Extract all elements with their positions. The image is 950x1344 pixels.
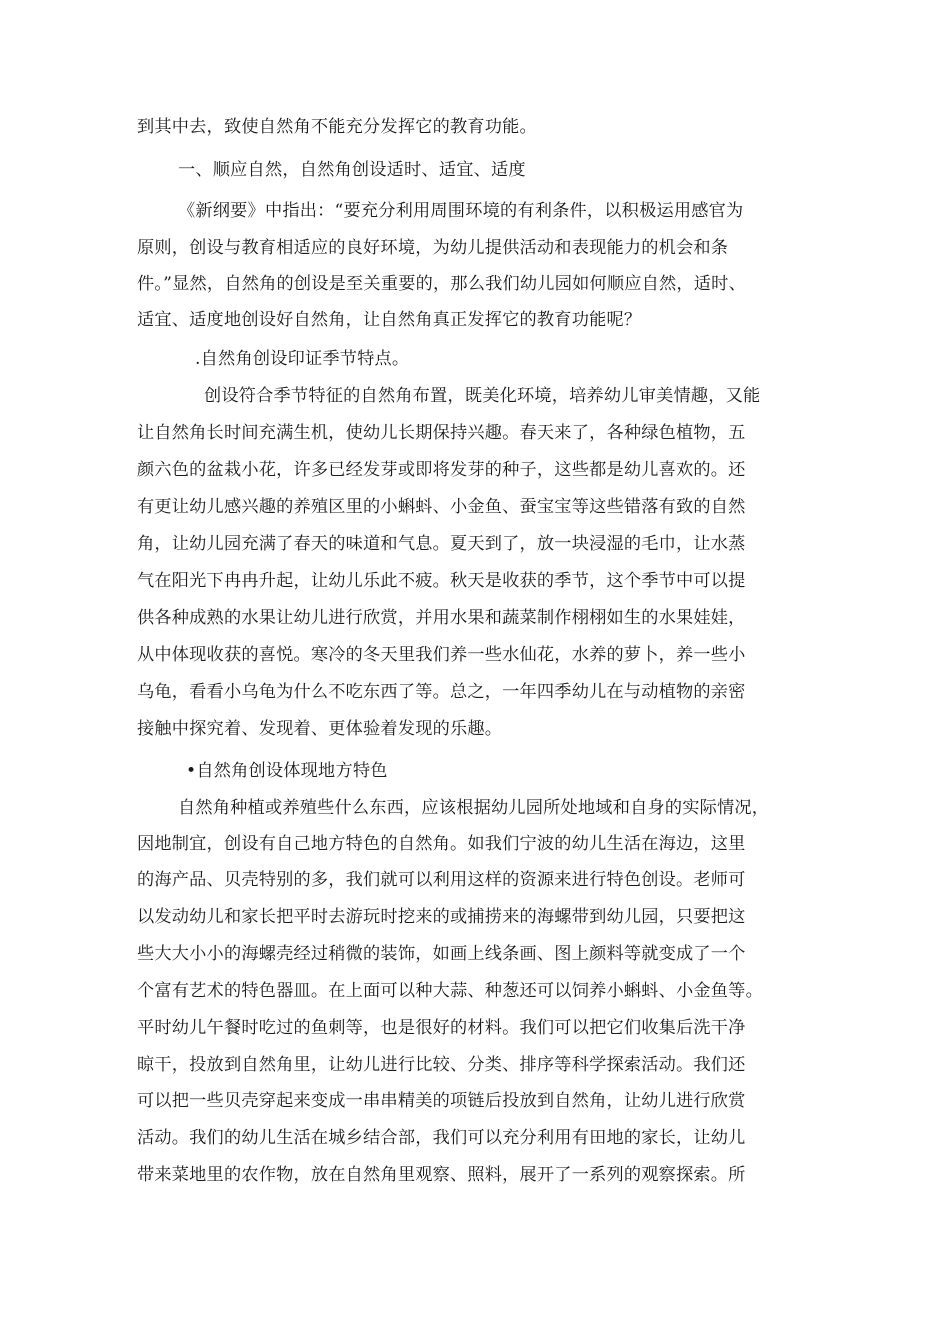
text-line: 个富有艺术的特色器皿。在上面可以种大蒜、种葱还可以饲养小蝌蚪、小金鱼等。 — [137, 981, 763, 1001]
text-line: 原则，创设与教育相适应的良好环境，为幼儿提供活动和表现能力的机会和条 — [137, 238, 729, 258]
text-line: 些大大小小的海螺壳经过稍微的装饰，如画上线条画、图上颜料等就变成了一个 — [137, 944, 746, 964]
text-line: 适宜、适度地创设好自然角，让自然角真正发挥它的教育功能呢？ — [137, 310, 642, 330]
text-line: 以发动幼儿和家长把平时去游玩时挖来的或捕捞来的海螺带到幼儿园，只要把这 — [137, 907, 746, 927]
text-line: 气在阳光下冉冉升起，让幼儿乐此不疲。秋天是收获的季节，这个季节中可以提 — [137, 571, 746, 591]
text-line: 乌龟，看看小乌龟为什么不吃东西了等。总之，一年四季幼儿在与动植物的亲密 — [137, 682, 746, 702]
text-line: 的海产品、贝壳特别的多，我们就可以利用这样的资源来进行特色创设。老师可 — [137, 870, 746, 890]
text-line: 可以把一些贝壳穿起来变成一串串精美的项链后投放到自然角，让幼儿进行欣赏 — [137, 1091, 746, 1111]
text-line: 到其中去，致使自然角不能充分发挥它的教育功能。 — [137, 117, 537, 137]
text-line: 《新纲要》中指出：“要充分利用周围环境的有利条件，以积极运用感官为 — [178, 201, 744, 221]
text-line: 从中体现收获的喜悦。寒冷的冬天里我们养一些水仙花，水养的萝卜，养一些小 — [137, 645, 746, 665]
text-line: 件。”显然，自然角的创设是至关重要的，那么我们幼儿园如何顺应自然，适时、 — [137, 274, 746, 294]
text-line: 平时幼儿午餐时吃过的鱼刺等，也是很好的材料。我们可以把它们收集后洗干净 — [137, 1018, 746, 1038]
subsection-heading: •自然角创设体现地方特色 — [186, 761, 388, 781]
text-line: 因地制宜，创设有自己地方特色的自然角。如我们宁波的幼儿生活在海边，这里 — [137, 834, 746, 854]
text-line: 接触中探究着、发现着、更体验着发现的乐趣。 — [137, 719, 503, 739]
text-line: 供各种成熟的水果让幼儿进行欣赏，并用水果和蔬菜制作栩栩如生的水果娃娃， — [137, 608, 746, 628]
text-line: 晾干，投放到自然角里，让幼儿进行比较、分类、排序等科学探索活动。我们还 — [137, 1055, 746, 1075]
text-line: 带来菜地里的农作物，放在自然角里观察、照料，展开了一系列的观察探索。所 — [137, 1165, 746, 1185]
section-heading: 一、顺应自然，自然角创设适时、适宜、适度 — [178, 160, 526, 180]
subsection-heading: .自然角创设印证季节特点。 — [195, 349, 410, 369]
text-line: 颜六色的盆栽小花，许多已经发芽或即将发芽的种子，这些都是幼儿喜欢的。还 — [137, 460, 746, 480]
text-line: 活动。我们的幼儿生活在城乡结合部，我们可以充分利用有田地的家长，让幼儿 — [137, 1128, 746, 1148]
text-line: 让自然角长时间充满生机，使幼儿长期保持兴趣。春天来了，各种绿色植物，五 — [137, 423, 746, 443]
text-line: 创设符合季节特征的自然角布置，既美化环境，培养幼儿审美情趣，又能 — [204, 386, 761, 406]
text-line: 有更让幼儿感兴趣的养殖区里的小蝌蚪、小金鱼、蚕宝宝等这些错落有致的自然 — [137, 497, 746, 517]
text-line: 角，让幼儿园充满了春天的味道和气息。夏天到了，放一块浸湿的毛巾，让水蒸 — [137, 534, 746, 554]
text-line: 自然角种植或养殖些什么东西，应该根据幼儿园所处地域和自身的实际情况， — [178, 798, 770, 818]
